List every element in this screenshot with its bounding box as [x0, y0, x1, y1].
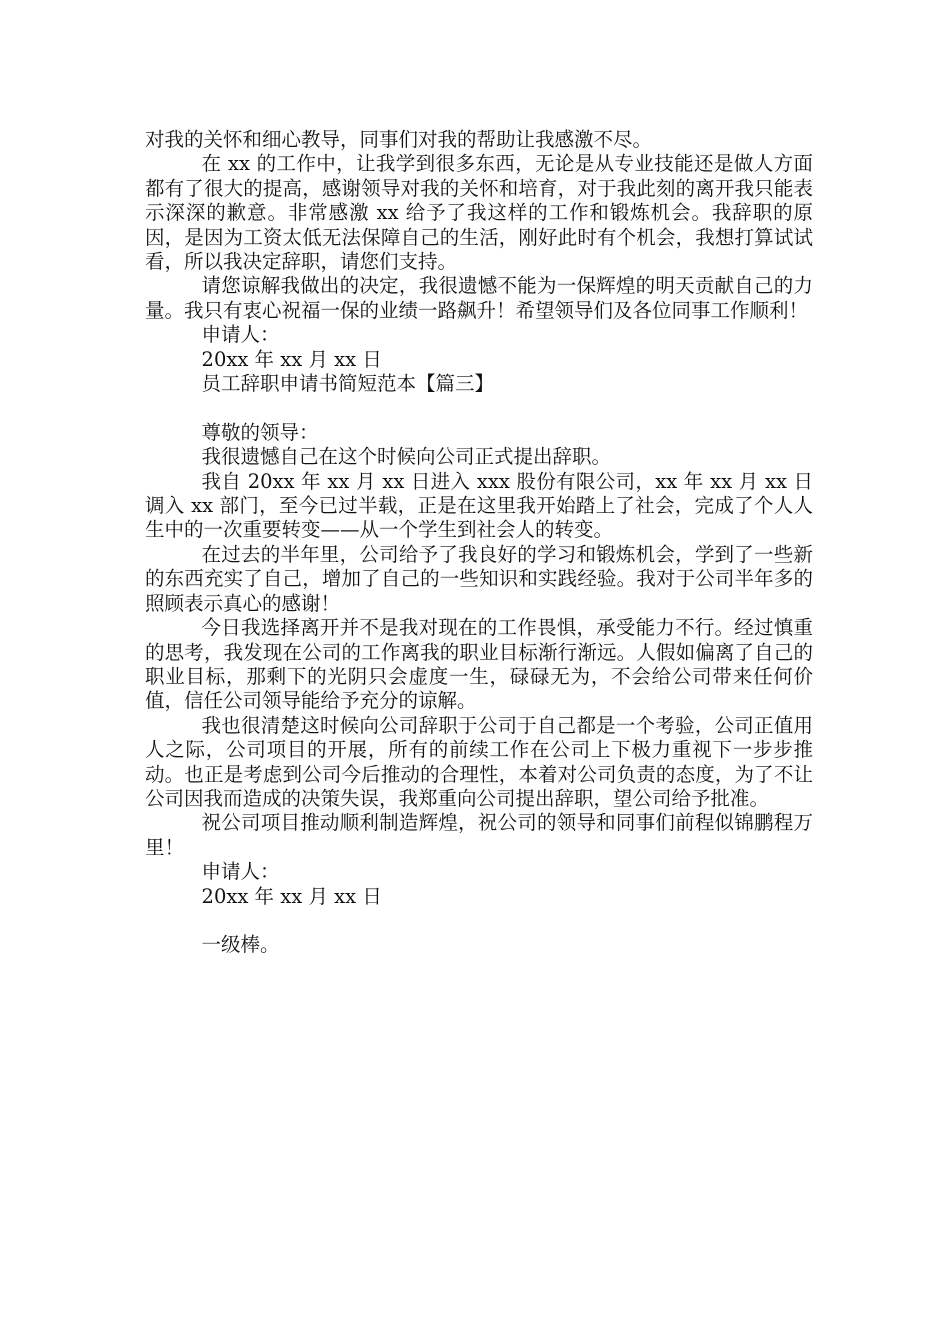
closing-line: 一级棒。 [201, 933, 280, 957]
blank-line [145, 396, 813, 420]
paragraph-gratitude: 在过去的半年里，公司给予了我良好的学习和锻炼机会，学到了一些新的东西充实了自己，增加了自己的一些知识和实践经验。我对于公司半年多的照顾表示真心的感谢！ [145, 542, 813, 615]
applicant-label: 申请人： [201, 323, 280, 347]
paragraph-reason: 今日我选择离开并不是我对现在的工作畏惧，承受能力不行。经过慎重的思考，我发现在公司的工作离我的职业目标渐行渐远。人假如偏离了自己的职业目标，那剩下的光阴只会虚度一生，碌碌无为，不会给公司带来任何价值，信任公司领导能给予充分的谅解。 [145, 616, 813, 713]
paragraph-work-experience: 在 xx 的工作中，让我学到很多东西，无论是从专业技能还是做人方面都有了很大的提高，感谢领导对我的关怀和培育，对于我此刻的离开我只能表示深深的歉意。非常感激 xx 给予了我这样的工作和锻炼机会。我辞职的原因，是因为工资太低无法保障自己的生活，刚好此时有个机会，我想打算试试看，所以我决定辞职，请您们支持。 [145, 152, 813, 274]
section-heading: 员工辞职申请书简短范本【篇三】 [201, 372, 495, 396]
paragraph-consideration: 我也很清楚这时候向公司辞职于公司于自己都是一个考验，公司正值用人之际，公司项目的开展，所有的前续工作在公司上下极力重视下一步步推动。也正是考虑到公司今后推动的合理性，本着对公司负责的态度，为了不让公司因我而造成的决策失误，我郑重向公司提出辞职，望公司给予批准。 [145, 713, 813, 810]
date-line: 20xx 年 xx 月 xx 日 [201, 884, 382, 908]
paragraph-joining-history: 我自 20xx 年 xx 月 xx 日进入 xxx 股份有限公司，xx 年 xx 月 xx 日调入 xx 部门，至今已过半载，正是在这里我开始踏上了社会，完成了个人人生中的一次重要转变——从一个学生到社会人的转变。 [145, 469, 813, 542]
document-body [145, 128, 813, 958]
paragraph-wishes: 祝公司项目推动顺利制造辉煌，祝公司的领导和同事们前程似锦鹏程万里！ [145, 811, 813, 859]
date-line: 20xx 年 xx 月 xx 日 [201, 347, 382, 371]
paragraph-continuation: 对我的关怀和细心教导，同事们对我的帮助让我感激不尽。 [145, 128, 653, 151]
salutation: 尊敬的领导： [201, 420, 319, 444]
paragraph-apology: 请您谅解我做出的决定，我很遗憾不能为一保辉煌的明天贡献自己的力量。我只有衷心祝福一保的业绩一路飙升！希望领导们及各位同事工作顺利！ [145, 274, 813, 322]
applicant-label: 申请人： [201, 860, 280, 884]
blank-line [145, 909, 813, 933]
paragraph-resignation-statement: 我很遗憾自己在这个时候向公司正式提出辞职。 [201, 445, 612, 469]
